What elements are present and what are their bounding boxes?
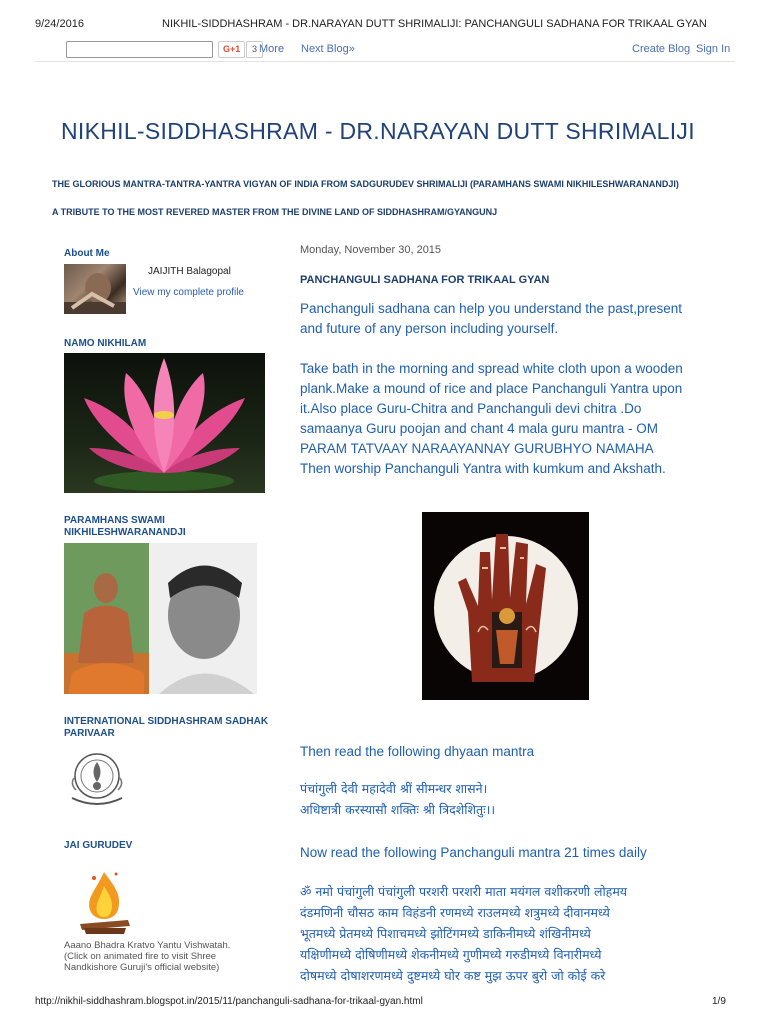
paramhans-heading-line2: NIKHILESHWARANANDJI: [64, 527, 186, 538]
text-line: plank.Make a mound of rice and place Panchanguli Yantra upon: [300, 381, 683, 396]
namo-nikhilam-heading: NAMO NIKHILAM: [64, 338, 147, 349]
print-date: 9/24/2016: [35, 18, 84, 30]
sign-in-link[interactable]: Sign In: [696, 43, 731, 55]
text-line: and future of any person including yourself.: [300, 321, 559, 336]
lotus-image: [64, 353, 265, 493]
text-line: it.Also place Guru-Chitra and Panchanguli devi chitra .Do: [300, 401, 642, 416]
create-blog-link[interactable]: Create Blog: [632, 43, 691, 55]
fire-caption: [64, 940, 230, 973]
caption-line: (Click on animated fire to visit Shree: [64, 951, 217, 962]
paramhans-heading-line1: PARAMHANS SWAMI: [64, 515, 165, 526]
print-url: http://nikhil-siddhashram.blogspot.in/2015/11/panchanguli-sadhana-for-trikaal-gyan.html: [35, 996, 423, 1007]
mantra-line: भूतमध्ये प्रेतमध्ये पिशाचमध्ये झोटिंगमध्ये डाकिनीमध्ये शंखिनीमध्ये: [300, 926, 591, 941]
about-me-heading: About Me: [64, 248, 110, 259]
post-paragraph-mantra-intro: [300, 843, 700, 863]
text-line: Panchanguli sadhana can help you understand the past,present: [300, 301, 683, 316]
mantra-line: पंचांगुली देवी महादेवी श्रीं सीमन्धर शासने।: [300, 781, 488, 796]
text-line: PARAM TATVAAY NARAAYANNAY GURUBHYO NAMAHA: [300, 441, 654, 456]
profile-avatar[interactable]: [64, 264, 126, 314]
dhyaan-mantra: [300, 778, 700, 820]
panchanguli-yantra-image[interactable]: [422, 512, 589, 700]
blog-title[interactable]: NIKHIL-SIDDHASHRAM - DR.NARAYAN DUTT SHRIMALIJI: [61, 118, 695, 144]
mantra-line: दोषमध्ये दोषाशरणमध्ये दुष्टमध्ये घोर कष्ट मुझ ऊपर बुरो जो कोई करे: [300, 968, 606, 983]
siddhashram-emblem-icon[interactable]: [66, 748, 128, 812]
intl-siddhashram-heading-line2: PARIVAAR: [64, 728, 115, 739]
mantra-line: ॐ नमो पंचांगुली पंचांगुली परशरी परशरी माता मयंगल वशीकरणी लोहमय: [300, 884, 628, 899]
print-page-title: NIKHIL-SIDDHASHRAM - DR.NARAYAN DUTT SHRIMALIJI: PANCHANGULI SADHANA FOR TRIKAAL GYAN: [162, 18, 707, 30]
text-line: Take bath in the morning and spread white cloth upon a wooden: [300, 361, 683, 376]
paramhans-photo: [64, 543, 257, 694]
google-plus-button[interactable]: G+1: [218, 41, 245, 58]
post-paragraph-intro: [300, 299, 700, 339]
print-header: [0, 18, 768, 32]
mantra-line: दंडमणिनी चौसठ काम विहंडनी रणमध्ये राउलमध्ये शत्रुमध्ये दीवानमध्ये: [300, 905, 610, 920]
page-number: 1/9: [712, 996, 726, 1007]
text-line: Now read the following Panchanguli mantra 21 times daily: [300, 845, 647, 860]
post-date: Monday, November 30, 2015: [300, 244, 442, 256]
mantra-line: अधिष्टात्री करस्यासौ शक्तिः श्री त्रिदशेशितुः।।: [300, 802, 496, 817]
text-line: Then read the following dhyaan mantra: [300, 744, 535, 759]
jai-gurudev-heading: JAI GURUDEV: [64, 840, 133, 851]
google-plus-count: 3: [246, 41, 263, 58]
post-title[interactable]: PANCHANGULI SADHANA FOR TRIKAAL GYAN: [300, 274, 550, 286]
search-input[interactable]: [66, 41, 213, 58]
blog-subtitle: A TRIBUTE TO THE MOST REVERED MASTER FROM THE DIVINE LAND OF SIDDHASHRAM/GYANGUNJ: [52, 207, 498, 217]
blog-tagline: THE GLORIOUS MANTRA-TANTRA-YANTRA VIGYAN OF INDIA FROM SADGURUDEV SHRIMALIJI (PARAMHANS SWAMI NIKHILESHWARANANDJI): [52, 179, 679, 189]
mantra-line: यक्षिणीमध्ये दोषिणीमध्ये शेकनीमध्ये गुणीमध्ये गरुडीमध्ये विनारीमध्ये: [300, 947, 602, 962]
profile-name: JAIJITH Balagopal: [148, 266, 231, 277]
view-profile-link[interactable]: View my complete profile: [133, 287, 244, 298]
next-blog-link[interactable]: Next Blog»: [301, 43, 355, 55]
post-paragraph-dhyaan-intro: [300, 742, 700, 762]
text-line: Then worship Panchanguli Yantra with kumkum and Akshath.: [300, 461, 666, 476]
caption-line: Nandkishore Guruji's official website): [64, 962, 220, 973]
post-paragraph-procedure: [300, 359, 700, 479]
animated-fire-icon[interactable]: [74, 864, 134, 936]
more-link[interactable]: More: [259, 43, 285, 55]
intl-siddhashram-heading-line1: INTERNATIONAL SIDDHASHRAM SADHAK: [64, 716, 269, 727]
text-line: samaanya Guru poojan and chant 4 mala guru mantra - OM: [300, 421, 658, 436]
blogger-navbar: [35, 38, 735, 62]
panchanguli-mantra: [300, 881, 700, 986]
caption-line: Aaano Bhadra Kratvo Yantu Vishwatah.: [64, 940, 231, 951]
